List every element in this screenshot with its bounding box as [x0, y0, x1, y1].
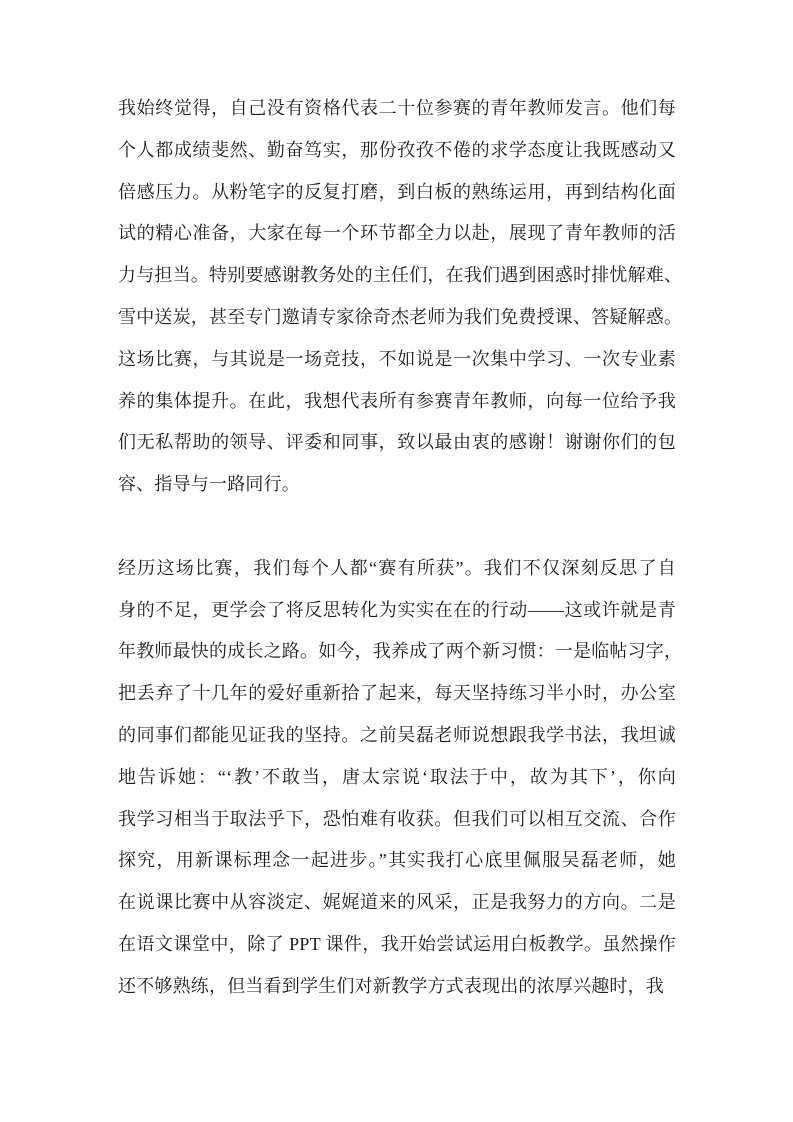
- paragraph-2-line-3: 年教师最快的成长之路。如今，我养成了两个新习惯：一是临帖习字，: [118, 641, 683, 662]
- paragraph-2-line-9: 在说课比赛中从容淡定、娓娓道来的风采，正是我努力的方向。二是: [118, 892, 676, 913]
- paragraph-2-line-8: 探究，用新课标理念一起进步。”其实我打心底里佩服吴磊老师，她: [118, 850, 676, 871]
- document-text-body: [118, 88, 683, 1008]
- paragraph-1: [118, 88, 683, 506]
- paragraph-2-line-7: 我学习相当于取法乎下，恐怕难有收获。但我们可以相互交流、合作: [118, 808, 676, 829]
- paragraph-2-line-11: 还不够熟练，但当看到学生们对新教学方式表现出的浓厚兴趣时，我: [118, 975, 664, 996]
- paragraph-2-line-5: 的同事们都能见证我的坚持。之前吴磊老师说想跟我学书法，我坦诚: [118, 724, 676, 745]
- paragraph-2: [118, 548, 683, 1008]
- paragraph-1-line-9: 们无私帮助的领导、评委和同事，致以最由衷的感谢！谢谢你们的包: [118, 432, 676, 453]
- paragraph-1-line-10: 容、指导与一路同行。: [118, 474, 300, 495]
- paragraph-1-line-1: 我始终觉得，自己没有资格代表二十位参赛的青年教师发言。他们每: [118, 98, 676, 118]
- paragraph-1-line-8: 养的集体提升。在此，我想代表所有参赛青年教师，向每一位给予我: [118, 390, 676, 411]
- paragraph-1-line-3: 倍感压力。从粉笔字的反复打磨，到白板的熟练运用，再到结构化面: [118, 181, 676, 202]
- paragraph-2-line-4: 把丢弃了十几年的爱好重新拾了起来，每天坚持练习半小时，办公室: [118, 683, 676, 704]
- paragraph-1-line-6: 雪中送炭，甚至专门邀请专家徐奇杰老师为我们免费授课、答疑解惑。: [118, 306, 683, 327]
- paragraph-2-line-1: 经历这场比赛，我们每个人都“赛有所获”。我们不仅深刻反思了自: [118, 557, 676, 578]
- paragraph-1-line-7: 这场比赛，与其说是一场竞技，不如说是一次集中学习、一次专业素: [118, 348, 676, 369]
- paragraph-1-line-5: 力与担当。特别要感谢教务处的主任们，在我们遇到困惑时排忧解难、: [118, 265, 683, 286]
- paragraph-2-line-2: 身的不足，更学会了将反思转化为实实在在的行动——这或许就是青: [118, 599, 676, 620]
- paragraph-1-line-2: 个人都成绩斐然、勤奋笃实，那份孜孜不倦的求学态度让我既感动又: [118, 139, 676, 160]
- paragraph-1-line-4: 试的精心准备，大家在每一个环节都全力以赴，展现了青年教师的活: [118, 223, 676, 244]
- paragraph-2-line-10: 在语文课堂中，除了 PPT 课件，我开始尝试运用白板教学。虽然操作: [118, 933, 676, 954]
- paragraph-2-line-6: 地告诉她：“‘教’不敢当，唐太宗说‘取法于中，故为其下’，你向: [118, 766, 676, 787]
